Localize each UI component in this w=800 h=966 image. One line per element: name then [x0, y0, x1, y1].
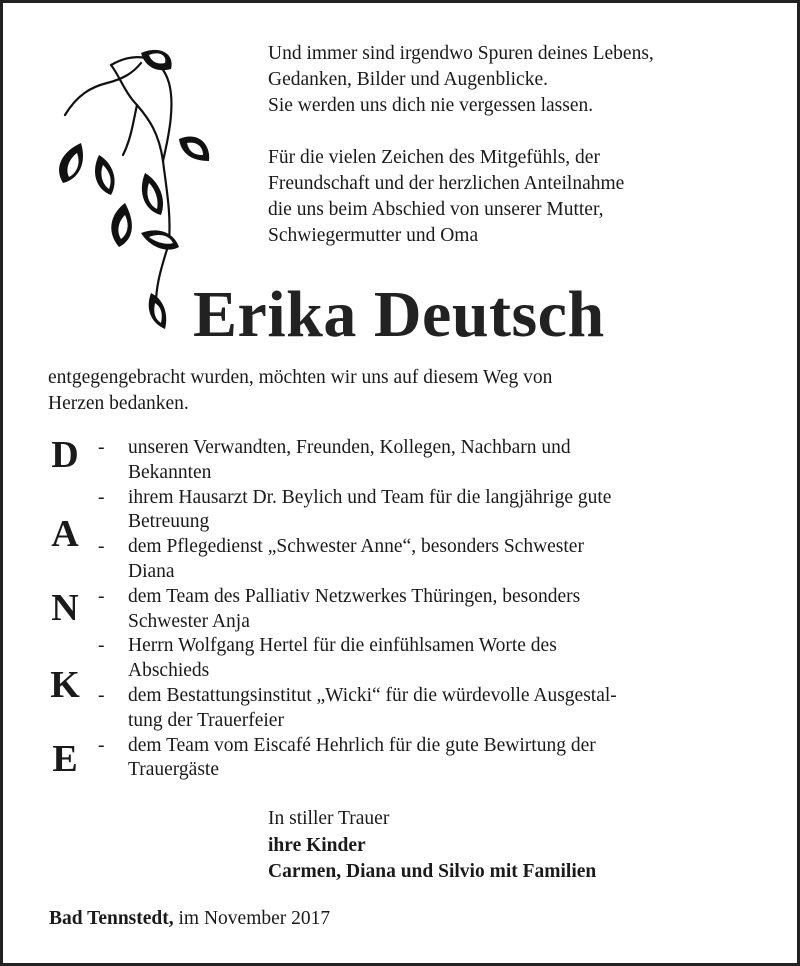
danke-letter: E — [52, 738, 78, 780]
thanks-item — [98, 436, 778, 486]
deceased-name: Erika Deutsch — [193, 278, 605, 351]
thanks-item-line: dem Team des Palliativ Netzwerkes Thüringen, besonders — [128, 585, 581, 607]
verse-line: Gedanken, Bilder und Augenblicke. — [268, 69, 548, 90]
closing-phrase: In stiller Trauer — [268, 808, 390, 829]
mourners-names: Carmen, Diana und Silvio mit Familien — [268, 861, 597, 882]
list-dash: - — [98, 684, 105, 706]
danke-letter: A — [51, 513, 79, 555]
intro-line: entgegengebracht wurden, möchten wir uns auf diesem Weg von — [48, 367, 553, 388]
thanks-item-line: Abschieds — [128, 660, 210, 682]
thanks-item — [98, 486, 778, 536]
dedication-line: Für die vielen Zeichen des Mitgefühls, der — [268, 147, 600, 168]
mourners-signature — [268, 806, 596, 886]
thanks-item-line: unseren Verwandten, Freunden, Kollegen, Nachbarn und — [128, 437, 571, 458]
place-and-date — [49, 906, 330, 932]
list-dash: - — [98, 486, 105, 508]
list-dash: - — [98, 635, 105, 657]
thanks-item-line: Herrn Wolfgang Hertel für die einfühlsamen Worte des — [128, 635, 557, 657]
thanks-item-line: dem Bestattungsinstitut „Wicki“ für die würdevolle Ausgestal- — [128, 684, 617, 706]
date-text: im November 2017 — [173, 908, 331, 929]
list-dash: - — [98, 585, 105, 607]
memorial-verse — [268, 41, 778, 249]
place-name: Bad Tennstedt, — [49, 908, 174, 929]
thanks-item — [98, 585, 778, 635]
list-dash: - — [98, 437, 105, 458]
dedication-line: die uns beim Abschied von unserer Mutter, — [268, 199, 604, 220]
thanks-item-line: tung der Trauerfeier — [128, 709, 284, 731]
thanks-item-line: dem Team vom Eiscafé Hehrlich für die gute Bewirtung der — [128, 734, 596, 756]
dedication-line: Schwiegermutter und Oma — [268, 225, 479, 246]
thanks-item-line: Bekannten — [128, 461, 212, 483]
thanks-list — [98, 436, 778, 783]
thanks-item-line: ihrem Hausarzt Dr. Beylich und Team für die langjährige gute — [128, 486, 612, 508]
thanks-intro — [48, 365, 768, 417]
danke-letter: D — [51, 434, 79, 476]
list-dash: - — [98, 536, 105, 558]
intro-line: Herzen bedanken. — [48, 393, 189, 414]
thanks-item-line: Diana — [128, 560, 175, 582]
dedication-line: Freundschaft und der herzlichen Anteilnahme — [268, 173, 625, 194]
thanks-item-line: Schwester Anja — [128, 610, 250, 632]
thanks-item-line: Betreuung — [128, 511, 210, 533]
mourners-relation: ihre Kinder — [268, 834, 366, 856]
verse-line: Sie werden uns dich nie vergessen lassen. — [268, 95, 594, 116]
thanks-item — [98, 734, 778, 784]
verse-line: Und immer sind irgendwo Spuren deines Lebens, — [268, 43, 654, 64]
thanks-item — [98, 535, 778, 585]
list-dash: - — [98, 734, 105, 756]
thanks-item-line: Trauergäste — [128, 759, 219, 781]
thanks-item — [98, 634, 778, 684]
danke-letter: N — [51, 587, 79, 629]
danke-letter: K — [50, 664, 80, 706]
thanks-item-line: dem Pflegedienst „Schwester Anne“, besonders Schwester — [128, 536, 584, 558]
thanks-item — [98, 684, 778, 734]
